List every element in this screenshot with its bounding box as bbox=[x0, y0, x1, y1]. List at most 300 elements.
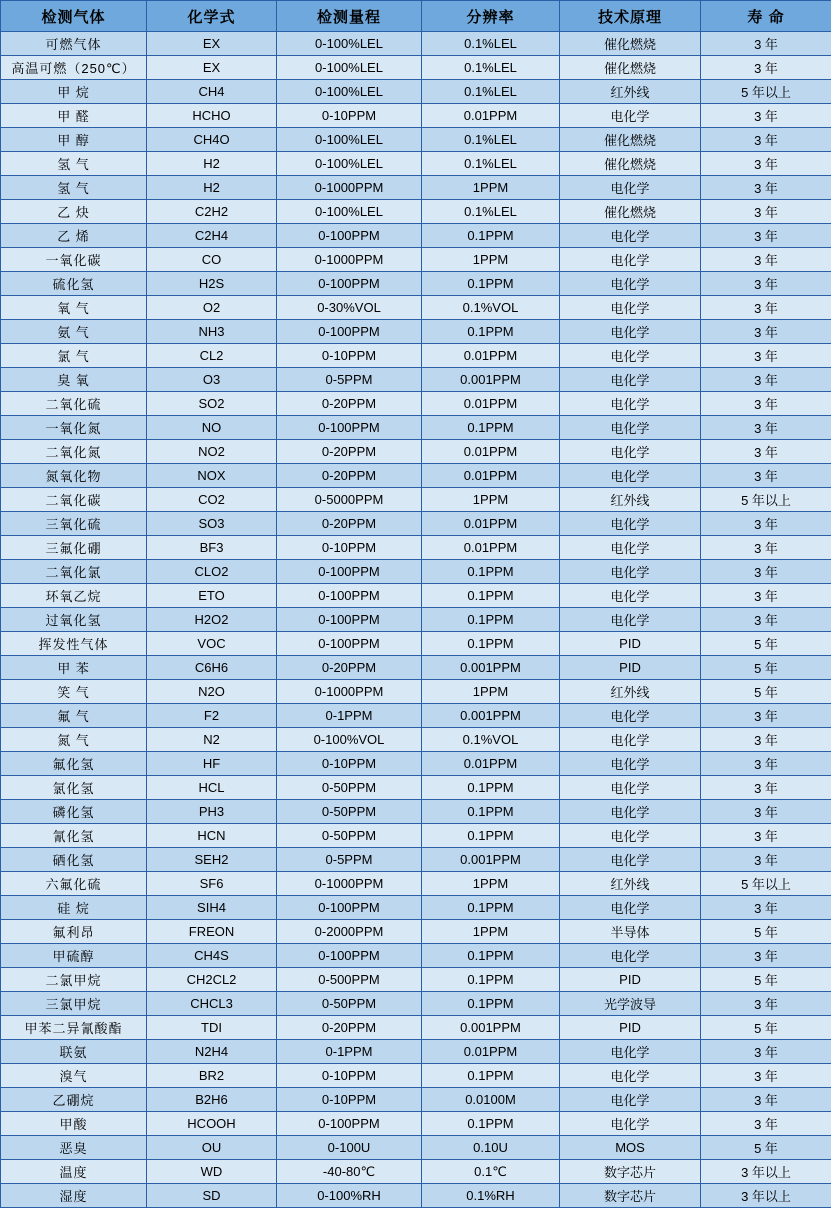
cell-gas: 臭 氧 bbox=[1, 368, 147, 392]
table-row bbox=[1, 104, 831, 128]
cell-gas: 一氧化碳 bbox=[1, 248, 147, 272]
cell-formula: EX bbox=[147, 32, 277, 56]
cell-formula: H2 bbox=[147, 152, 277, 176]
cell-range: 0-50PPM bbox=[277, 824, 422, 848]
cell-principle: PID bbox=[560, 968, 701, 992]
cell-resolution: 0.1%LEL bbox=[422, 200, 560, 224]
cell-lifetime: 3 年 bbox=[701, 104, 831, 128]
cell-principle: 电化学 bbox=[560, 1040, 701, 1064]
table-row bbox=[1, 896, 831, 920]
cell-range: 0-20PPM bbox=[277, 464, 422, 488]
table-row bbox=[1, 584, 831, 608]
cell-principle: 电化学 bbox=[560, 848, 701, 872]
cell-lifetime: 3 年 bbox=[701, 152, 831, 176]
cell-resolution: 0.001PPM bbox=[422, 848, 560, 872]
cell-gas: 磷化氢 bbox=[1, 800, 147, 824]
cell-range: 0-2000PPM bbox=[277, 920, 422, 944]
cell-range: 0-20PPM bbox=[277, 1016, 422, 1040]
cell-resolution: 0.1%LEL bbox=[422, 80, 560, 104]
cell-resolution: 1PPM bbox=[422, 680, 560, 704]
cell-lifetime: 3 年 bbox=[701, 224, 831, 248]
cell-resolution: 1PPM bbox=[422, 176, 560, 200]
cell-formula: ETO bbox=[147, 584, 277, 608]
table-row bbox=[1, 320, 831, 344]
cell-resolution: 0.10U bbox=[422, 1136, 560, 1160]
cell-formula: VOC bbox=[147, 632, 277, 656]
cell-range: 0-100PPM bbox=[277, 416, 422, 440]
cell-formula: CH2CL2 bbox=[147, 968, 277, 992]
cell-gas: 乙硼烷 bbox=[1, 1088, 147, 1112]
cell-gas: 甲硫醇 bbox=[1, 944, 147, 968]
cell-lifetime: 3 年 bbox=[701, 584, 831, 608]
cell-gas: 氮 气 bbox=[1, 728, 147, 752]
cell-range: 0-20PPM bbox=[277, 512, 422, 536]
cell-principle: 电化学 bbox=[560, 440, 701, 464]
cell-formula: HF bbox=[147, 752, 277, 776]
cell-resolution: 0.01PPM bbox=[422, 536, 560, 560]
cell-formula: O2 bbox=[147, 296, 277, 320]
cell-resolution: 1PPM bbox=[422, 488, 560, 512]
cell-principle: 催化燃烧 bbox=[560, 32, 701, 56]
cell-resolution: 0.1PPM bbox=[422, 992, 560, 1016]
cell-lifetime: 5 年以上 bbox=[701, 872, 831, 896]
table-row bbox=[1, 920, 831, 944]
cell-resolution: 0.1PPM bbox=[422, 584, 560, 608]
cell-range: 0-5000PPM bbox=[277, 488, 422, 512]
cell-gas: 甲 醇 bbox=[1, 128, 147, 152]
cell-resolution: 0.1PPM bbox=[422, 560, 560, 584]
table-row bbox=[1, 608, 831, 632]
cell-lifetime: 3 年 bbox=[701, 1064, 831, 1088]
table-row bbox=[1, 872, 831, 896]
table-row bbox=[1, 776, 831, 800]
cell-formula: PH3 bbox=[147, 800, 277, 824]
cell-lifetime: 3 年 bbox=[701, 368, 831, 392]
cell-principle: 电化学 bbox=[560, 176, 701, 200]
cell-range: 0-100%LEL bbox=[277, 32, 422, 56]
table-row bbox=[1, 752, 831, 776]
table-row bbox=[1, 200, 831, 224]
table-row bbox=[1, 80, 831, 104]
cell-lifetime: 5 年以上 bbox=[701, 80, 831, 104]
cell-resolution: 0.1PPM bbox=[422, 416, 560, 440]
cell-formula: CO2 bbox=[147, 488, 277, 512]
cell-formula: O3 bbox=[147, 368, 277, 392]
cell-range: 0-10PPM bbox=[277, 536, 422, 560]
table-row bbox=[1, 824, 831, 848]
cell-range: 0-1PPM bbox=[277, 704, 422, 728]
cell-formula: F2 bbox=[147, 704, 277, 728]
cell-lifetime: 3 年 bbox=[701, 560, 831, 584]
cell-principle: 电化学 bbox=[560, 584, 701, 608]
cell-formula: N2 bbox=[147, 728, 277, 752]
cell-resolution: 0.1PPM bbox=[422, 1064, 560, 1088]
cell-principle: 数字芯片 bbox=[560, 1160, 701, 1184]
cell-lifetime: 5 年 bbox=[701, 1016, 831, 1040]
table-row bbox=[1, 560, 831, 584]
cell-formula: CH4 bbox=[147, 80, 277, 104]
table-header-row bbox=[1, 1, 831, 32]
cell-range: 0-100%LEL bbox=[277, 56, 422, 80]
cell-principle: 半导体 bbox=[560, 920, 701, 944]
cell-formula: SD bbox=[147, 1184, 277, 1208]
table-row bbox=[1, 224, 831, 248]
cell-range: 0-500PPM bbox=[277, 968, 422, 992]
cell-range: 0-100PPM bbox=[277, 560, 422, 584]
cell-gas: 氢 气 bbox=[1, 176, 147, 200]
cell-lifetime: 3 年 bbox=[701, 440, 831, 464]
cell-range: 0-100PPM bbox=[277, 632, 422, 656]
cell-range: 0-100PPM bbox=[277, 584, 422, 608]
cell-resolution: 0.001PPM bbox=[422, 704, 560, 728]
cell-formula: H2S bbox=[147, 272, 277, 296]
cell-lifetime: 3 年 bbox=[701, 896, 831, 920]
table-row bbox=[1, 1088, 831, 1112]
cell-resolution: 0.1PPM bbox=[422, 944, 560, 968]
cell-lifetime: 5 年 bbox=[701, 632, 831, 656]
table-header bbox=[1, 1, 831, 32]
cell-lifetime: 3 年 bbox=[701, 1112, 831, 1136]
cell-formula: WD bbox=[147, 1160, 277, 1184]
cell-resolution: 0.1%VOL bbox=[422, 296, 560, 320]
cell-resolution: 0.1℃ bbox=[422, 1160, 560, 1184]
cell-gas: 可燃气体 bbox=[1, 32, 147, 56]
cell-principle: 电化学 bbox=[560, 1112, 701, 1136]
cell-principle: 电化学 bbox=[560, 560, 701, 584]
cell-range: 0-10PPM bbox=[277, 344, 422, 368]
cell-formula: C2H2 bbox=[147, 200, 277, 224]
cell-lifetime: 3 年 bbox=[701, 776, 831, 800]
cell-principle: 红外线 bbox=[560, 680, 701, 704]
cell-resolution: 1PPM bbox=[422, 872, 560, 896]
cell-formula: H2O2 bbox=[147, 608, 277, 632]
cell-range: 0-10PPM bbox=[277, 752, 422, 776]
cell-resolution: 0.1PPM bbox=[422, 608, 560, 632]
cell-gas: 氨 气 bbox=[1, 320, 147, 344]
cell-gas: 溴气 bbox=[1, 1064, 147, 1088]
cell-principle: 电化学 bbox=[560, 392, 701, 416]
cell-gas: 甲 苯 bbox=[1, 656, 147, 680]
cell-principle: 电化学 bbox=[560, 944, 701, 968]
cell-range: 0-50PPM bbox=[277, 800, 422, 824]
cell-gas: 氧 气 bbox=[1, 296, 147, 320]
table-row bbox=[1, 440, 831, 464]
cell-formula: NO bbox=[147, 416, 277, 440]
cell-lifetime: 3 年以上 bbox=[701, 1184, 831, 1208]
table-row bbox=[1, 968, 831, 992]
cell-gas: 乙 烯 bbox=[1, 224, 147, 248]
cell-range: 0-100PPM bbox=[277, 224, 422, 248]
cell-gas: 氟化氢 bbox=[1, 752, 147, 776]
cell-gas: 笑 气 bbox=[1, 680, 147, 704]
cell-resolution: 0.01PPM bbox=[422, 752, 560, 776]
cell-principle: 电化学 bbox=[560, 320, 701, 344]
cell-lifetime: 3 年 bbox=[701, 800, 831, 824]
cell-range: 0-30%VOL bbox=[277, 296, 422, 320]
cell-gas: 硅 烷 bbox=[1, 896, 147, 920]
cell-formula: N2O bbox=[147, 680, 277, 704]
cell-principle: 电化学 bbox=[560, 296, 701, 320]
cell-lifetime: 3 年 bbox=[701, 392, 831, 416]
cell-formula: HCHO bbox=[147, 104, 277, 128]
table-row bbox=[1, 344, 831, 368]
cell-range: 0-100PPM bbox=[277, 608, 422, 632]
cell-formula: NOX bbox=[147, 464, 277, 488]
cell-principle: 电化学 bbox=[560, 104, 701, 128]
cell-gas: 二氧化氯 bbox=[1, 560, 147, 584]
cell-principle: 电化学 bbox=[560, 224, 701, 248]
cell-lifetime: 3 年 bbox=[701, 728, 831, 752]
cell-gas: 环氧乙烷 bbox=[1, 584, 147, 608]
cell-lifetime: 5 年 bbox=[701, 1136, 831, 1160]
cell-principle: 电化学 bbox=[560, 368, 701, 392]
table-row bbox=[1, 680, 831, 704]
cell-range: 0-20PPM bbox=[277, 656, 422, 680]
cell-lifetime: 3 年 bbox=[701, 32, 831, 56]
cell-range: 0-50PPM bbox=[277, 776, 422, 800]
cell-formula: OU bbox=[147, 1136, 277, 1160]
cell-range: 0-20PPM bbox=[277, 440, 422, 464]
column-header-formula: 化学式 bbox=[147, 1, 277, 32]
cell-lifetime: 3 年 bbox=[701, 128, 831, 152]
cell-lifetime: 3 年 bbox=[701, 512, 831, 536]
cell-range: 0-100PPM bbox=[277, 896, 422, 920]
table-row bbox=[1, 512, 831, 536]
cell-resolution: 0.01PPM bbox=[422, 1040, 560, 1064]
table-row bbox=[1, 1184, 831, 1208]
table-row bbox=[1, 152, 831, 176]
table-row bbox=[1, 1016, 831, 1040]
cell-lifetime: 3 年 bbox=[701, 848, 831, 872]
cell-range: 0-100%LEL bbox=[277, 152, 422, 176]
cell-gas: 高温可燃（250℃） bbox=[1, 56, 147, 80]
cell-lifetime: 5 年以上 bbox=[701, 488, 831, 512]
cell-resolution: 0.1%LEL bbox=[422, 56, 560, 80]
cell-resolution: 1PPM bbox=[422, 248, 560, 272]
cell-gas: 氯 气 bbox=[1, 344, 147, 368]
cell-lifetime: 3 年 bbox=[701, 56, 831, 80]
cell-gas: 三氯甲烷 bbox=[1, 992, 147, 1016]
table-row bbox=[1, 248, 831, 272]
cell-formula: EX bbox=[147, 56, 277, 80]
cell-principle: 数字芯片 bbox=[560, 1184, 701, 1208]
cell-range: 0-100PPM bbox=[277, 1112, 422, 1136]
cell-range: 0-10PPM bbox=[277, 104, 422, 128]
table-row bbox=[1, 296, 831, 320]
cell-range: 0-100PPM bbox=[277, 320, 422, 344]
cell-gas: 甲酸 bbox=[1, 1112, 147, 1136]
cell-formula: H2 bbox=[147, 176, 277, 200]
cell-formula: SF6 bbox=[147, 872, 277, 896]
cell-gas: 氰化氢 bbox=[1, 824, 147, 848]
table-row bbox=[1, 992, 831, 1016]
cell-gas: 二氧化碳 bbox=[1, 488, 147, 512]
cell-formula: HCL bbox=[147, 776, 277, 800]
cell-resolution: 0.1%LEL bbox=[422, 128, 560, 152]
cell-principle: 电化学 bbox=[560, 248, 701, 272]
table-row bbox=[1, 176, 831, 200]
cell-resolution: 0.1PPM bbox=[422, 632, 560, 656]
cell-formula: NH3 bbox=[147, 320, 277, 344]
cell-resolution: 0.1PPM bbox=[422, 776, 560, 800]
table-row bbox=[1, 56, 831, 80]
table-row bbox=[1, 704, 831, 728]
cell-range: 0-5PPM bbox=[277, 848, 422, 872]
cell-formula: CL2 bbox=[147, 344, 277, 368]
cell-principle: 催化燃烧 bbox=[560, 56, 701, 80]
cell-resolution: 0.0100M bbox=[422, 1088, 560, 1112]
cell-principle: 电化学 bbox=[560, 824, 701, 848]
cell-principle: 电化学 bbox=[560, 776, 701, 800]
table-row bbox=[1, 464, 831, 488]
cell-resolution: 0.1PPM bbox=[422, 1112, 560, 1136]
cell-gas: 氮氧化物 bbox=[1, 464, 147, 488]
cell-principle: MOS bbox=[560, 1136, 701, 1160]
cell-principle: PID bbox=[560, 1016, 701, 1040]
cell-resolution: 0.01PPM bbox=[422, 392, 560, 416]
cell-gas: 三氧化硫 bbox=[1, 512, 147, 536]
cell-formula: SIH4 bbox=[147, 896, 277, 920]
cell-principle: 红外线 bbox=[560, 488, 701, 512]
cell-lifetime: 3 年以上 bbox=[701, 1160, 831, 1184]
cell-resolution: 0.1PPM bbox=[422, 968, 560, 992]
cell-resolution: 0.01PPM bbox=[422, 440, 560, 464]
cell-lifetime: 3 年 bbox=[701, 1088, 831, 1112]
table-row bbox=[1, 488, 831, 512]
cell-formula: CHCL3 bbox=[147, 992, 277, 1016]
table-row bbox=[1, 1136, 831, 1160]
cell-formula: CH4S bbox=[147, 944, 277, 968]
cell-range: 0-1PPM bbox=[277, 1040, 422, 1064]
cell-lifetime: 3 年 bbox=[701, 824, 831, 848]
cell-gas: 一氧化氮 bbox=[1, 416, 147, 440]
cell-principle: 电化学 bbox=[560, 512, 701, 536]
cell-formula: HCOOH bbox=[147, 1112, 277, 1136]
table-row bbox=[1, 848, 831, 872]
table-row bbox=[1, 128, 831, 152]
cell-gas: 六氟化硫 bbox=[1, 872, 147, 896]
cell-lifetime: 3 年 bbox=[701, 608, 831, 632]
cell-gas: 氢 气 bbox=[1, 152, 147, 176]
table-row bbox=[1, 536, 831, 560]
cell-resolution: 0.1PPM bbox=[422, 824, 560, 848]
cell-range: 0-100%LEL bbox=[277, 80, 422, 104]
cell-formula: NO2 bbox=[147, 440, 277, 464]
cell-gas: 氟 气 bbox=[1, 704, 147, 728]
cell-lifetime: 3 年 bbox=[701, 272, 831, 296]
cell-range: 0-100PPM bbox=[277, 272, 422, 296]
cell-lifetime: 3 年 bbox=[701, 1040, 831, 1064]
cell-lifetime: 3 年 bbox=[701, 296, 831, 320]
cell-range: 0-100%RH bbox=[277, 1184, 422, 1208]
table-row bbox=[1, 1064, 831, 1088]
cell-range: 0-5PPM bbox=[277, 368, 422, 392]
cell-formula: N2H4 bbox=[147, 1040, 277, 1064]
cell-lifetime: 3 年 bbox=[701, 752, 831, 776]
table-row bbox=[1, 1160, 831, 1184]
cell-lifetime: 5 年 bbox=[701, 920, 831, 944]
cell-principle: 红外线 bbox=[560, 80, 701, 104]
cell-range: 0-1000PPM bbox=[277, 176, 422, 200]
cell-principle: 光学波导 bbox=[560, 992, 701, 1016]
cell-principle: 电化学 bbox=[560, 752, 701, 776]
cell-lifetime: 3 年 bbox=[701, 944, 831, 968]
cell-range: 0-10PPM bbox=[277, 1064, 422, 1088]
cell-principle: 电化学 bbox=[560, 416, 701, 440]
cell-principle: 电化学 bbox=[560, 608, 701, 632]
table-row bbox=[1, 944, 831, 968]
cell-resolution: 0.1PPM bbox=[422, 320, 560, 344]
cell-gas: 联氨 bbox=[1, 1040, 147, 1064]
cell-resolution: 0.1%RH bbox=[422, 1184, 560, 1208]
cell-formula: TDI bbox=[147, 1016, 277, 1040]
cell-formula: SEH2 bbox=[147, 848, 277, 872]
cell-range: 0-20PPM bbox=[277, 392, 422, 416]
cell-lifetime: 5 年 bbox=[701, 680, 831, 704]
cell-lifetime: 3 年 bbox=[701, 464, 831, 488]
cell-resolution: 0.1%LEL bbox=[422, 32, 560, 56]
cell-lifetime: 3 年 bbox=[701, 320, 831, 344]
cell-lifetime: 3 年 bbox=[701, 536, 831, 560]
cell-resolution: 0.01PPM bbox=[422, 344, 560, 368]
cell-lifetime: 3 年 bbox=[701, 704, 831, 728]
cell-lifetime: 3 年 bbox=[701, 344, 831, 368]
table-row bbox=[1, 392, 831, 416]
cell-range: 0-1000PPM bbox=[277, 680, 422, 704]
cell-formula: CLO2 bbox=[147, 560, 277, 584]
cell-range: -40-80℃ bbox=[277, 1160, 422, 1184]
cell-range: 0-100PPM bbox=[277, 944, 422, 968]
cell-resolution: 0.001PPM bbox=[422, 368, 560, 392]
cell-gas: 甲苯二异氰酸酯 bbox=[1, 1016, 147, 1040]
cell-gas: 温度 bbox=[1, 1160, 147, 1184]
cell-resolution: 0.001PPM bbox=[422, 1016, 560, 1040]
table-row bbox=[1, 656, 831, 680]
cell-principle: 电化学 bbox=[560, 272, 701, 296]
cell-resolution: 0.001PPM bbox=[422, 656, 560, 680]
table-row bbox=[1, 32, 831, 56]
cell-lifetime: 3 年 bbox=[701, 248, 831, 272]
cell-gas: 甲 烷 bbox=[1, 80, 147, 104]
cell-principle: 电化学 bbox=[560, 1064, 701, 1088]
cell-principle: 电化学 bbox=[560, 896, 701, 920]
cell-lifetime: 3 年 bbox=[701, 416, 831, 440]
cell-gas: 二氧化氮 bbox=[1, 440, 147, 464]
cell-resolution: 0.1%LEL bbox=[422, 152, 560, 176]
cell-principle: 电化学 bbox=[560, 704, 701, 728]
cell-resolution: 0.1%VOL bbox=[422, 728, 560, 752]
cell-gas: 恶臭 bbox=[1, 1136, 147, 1160]
cell-resolution: 0.1PPM bbox=[422, 272, 560, 296]
table-row bbox=[1, 800, 831, 824]
column-header-lifetime: 寿 命 bbox=[701, 1, 831, 32]
cell-formula: CH4O bbox=[147, 128, 277, 152]
cell-formula: HCN bbox=[147, 824, 277, 848]
cell-range: 0-50PPM bbox=[277, 992, 422, 1016]
cell-range: 0-100%VOL bbox=[277, 728, 422, 752]
cell-resolution: 0.01PPM bbox=[422, 512, 560, 536]
cell-principle: 电化学 bbox=[560, 728, 701, 752]
cell-principle: 电化学 bbox=[560, 1088, 701, 1112]
column-header-resolution: 分辨率 bbox=[422, 1, 560, 32]
cell-range: 0-100%LEL bbox=[277, 200, 422, 224]
cell-lifetime: 5 年 bbox=[701, 656, 831, 680]
cell-gas: 甲 醛 bbox=[1, 104, 147, 128]
cell-gas: 氟利昂 bbox=[1, 920, 147, 944]
cell-resolution: 0.01PPM bbox=[422, 104, 560, 128]
table-row bbox=[1, 1112, 831, 1136]
cell-formula: C2H4 bbox=[147, 224, 277, 248]
